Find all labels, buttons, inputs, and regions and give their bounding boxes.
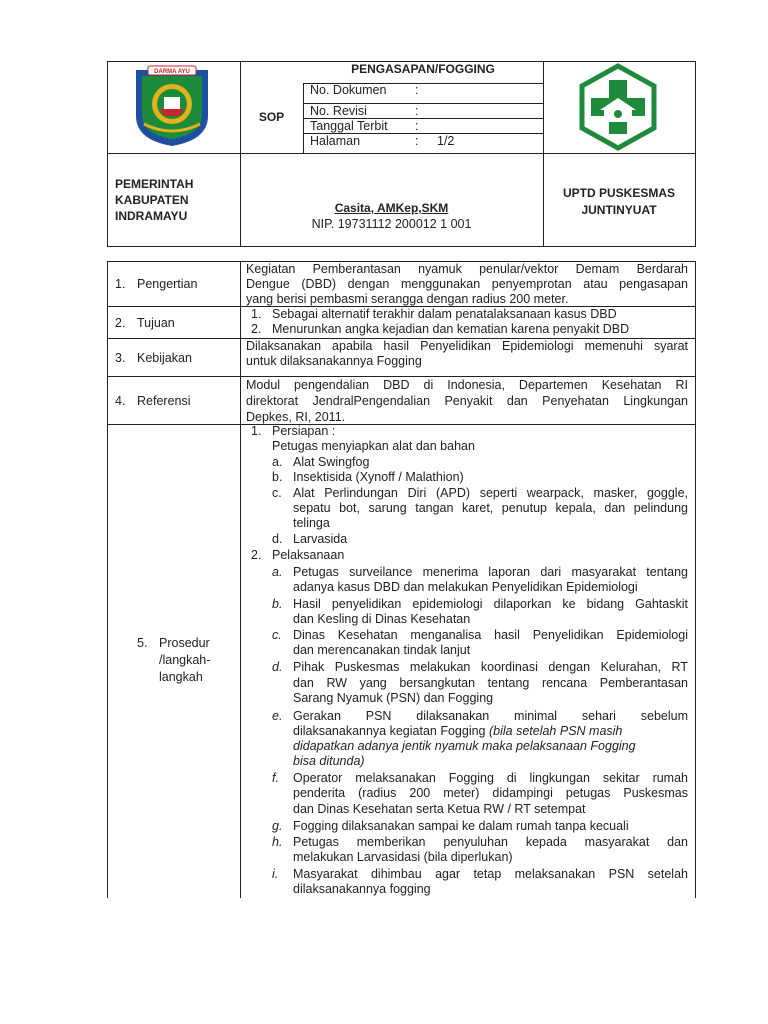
list-marker: a. <box>272 565 283 579</box>
doc-row-colon: : <box>415 119 419 133</box>
text-line: Alat Perlindungan Diri (APD) seperti wearpack, masker, goggle, <box>293 486 688 500</box>
doc-row-label: Tanggal Terbit <box>310 119 388 133</box>
section-number: 4. <box>115 394 126 408</box>
text-line: dan RW yang bersangkutan tentang rencana Pemberantasan <box>293 676 688 690</box>
section-label: Prosedur <box>159 636 210 650</box>
section-number: 1. <box>115 277 126 291</box>
section-number: 3. <box>115 351 126 365</box>
text-plain: dilaksanakannya kegiatan Fogging <box>293 724 486 738</box>
section-number: 2. <box>115 316 126 330</box>
org-line: INDRAMAYU <box>115 209 188 223</box>
text-line: Insektisida (Xynoff / Malathion) <box>293 470 464 484</box>
text-line: Petugas surveilance menerima laporan dari masyarakat tentang <box>293 565 688 579</box>
text-line: yang berisi pembasmi serangga dengan radius 200 meter. <box>246 292 569 306</box>
text-line: Operator melaksanakan Fogging di lingkungan sekitar rumah <box>293 771 688 785</box>
text-line: Menurunkan angka kejadian dan kematian karena penyakit DBD <box>272 322 630 336</box>
list-marker: e. <box>272 709 283 723</box>
section-label: Tujuan <box>137 316 175 330</box>
text-line: Sarang Nyamuk (PSN) dan Fogging <box>293 691 494 705</box>
doc-row-value: 1/2 <box>437 134 455 148</box>
doc-row-colon: : <box>415 134 419 148</box>
list-marker: d. <box>272 660 283 674</box>
text-line: telinga <box>293 516 330 530</box>
text-line: dan Kesling di Dinas Kesehatan <box>293 612 471 626</box>
doc-row-label: Halaman <box>310 134 361 148</box>
text-line: Petugas menyiapkan alat dan bahan <box>272 439 475 453</box>
text-line: dilaksanakannya fogging <box>293 882 431 896</box>
org-line: KABUPATEN <box>115 193 189 207</box>
list-marker: a. <box>272 455 283 469</box>
text-line: untuk dilaksanakannya Fogging <box>246 354 422 368</box>
document-title: PENGASAPAN/FOGGING <box>351 62 495 76</box>
list-marker: g. <box>272 819 283 833</box>
doc-row-label: No. Dokumen <box>310 83 387 97</box>
text-line: adanya kasus DBD dan melakukan Penyelidikan Epidemiologi <box>293 580 638 594</box>
list-marker: b. <box>272 597 283 611</box>
list-marker: f. <box>272 771 279 785</box>
text-line: melakukan Larvasidasi (bila diperlukan) <box>293 850 513 864</box>
subheading: Pelaksanaan <box>272 548 345 562</box>
text-line: penderita (radius 200 meter) didampingi petugas Puskesmas <box>293 786 688 800</box>
text-line: Hasil penyelidikan epidemiologi dilaporkan ke bidang Gahtaskit <box>293 597 688 611</box>
text-line: Gerakan PSN dilaksanakan minimal sehari sebelum <box>293 709 688 723</box>
text-line: dan Dinas Kesehatan serta Ketua RW / RT setempat <box>293 802 586 816</box>
text-line: Fogging dilaksanakan sampai ke dalam rumah tanpa kecuali <box>293 819 629 833</box>
text-line: bisa ditunda) <box>293 754 365 768</box>
text-line: Sebagai alternatif terakhir dalam penatalaksanaan kasus DBD <box>272 307 617 321</box>
section-label: Kebijakan <box>137 351 192 365</box>
section-label: Referensi <box>137 394 191 408</box>
text-line: didapatkan adanya jentik nyamuk maka pelaksanaan Fogging <box>293 739 636 753</box>
doc-row-colon: : <box>415 104 419 118</box>
text-line: sepatu bot, sarung tangan karet, penutup kepala, dan pelindung <box>293 501 688 515</box>
text-line: dan merencanakan tindak lanjut <box>293 643 471 657</box>
section-number: 5. <box>137 636 148 650</box>
list-marker: c. <box>272 628 282 642</box>
list-marker: h. <box>272 835 283 849</box>
section-label: Pengertian <box>137 277 198 291</box>
list-marker: 1. <box>251 424 262 438</box>
text-line: Alat Swingfog <box>293 455 370 469</box>
text-line: Depkes, RI, 2011. <box>246 410 346 424</box>
text-line: Petugas memberikan penyuluhan kepada masyarakat dan <box>293 835 688 849</box>
list-marker: 2. <box>251 548 262 562</box>
kabupaten-logo <box>130 64 214 148</box>
signer-name: Casita, AMKep,SKM <box>334 201 449 215</box>
doc-row-colon: : <box>415 83 419 97</box>
text-line: Dengue (DBD) dengan menggunakan penyemprotan atau pengasapan <box>246 277 688 291</box>
puskesmas-logo <box>574 62 662 152</box>
sop-label: SOP <box>258 110 285 124</box>
text-line <box>293 724 688 739</box>
list-marker: i. <box>272 867 279 881</box>
subheading: Persiapan : <box>272 424 336 438</box>
text-line: Modul pengendalian DBD di Indonesia, Departemen Kesehatan RI <box>246 378 688 392</box>
section-label: langkah <box>159 670 203 684</box>
text-line: Dinas Kesehatan menganalisa hasil Penyelidikan Epidemiologi <box>293 628 688 642</box>
list-marker: 1. <box>251 307 262 321</box>
text-line: direktorat JendralPengendalian Penyakit dan Penyehatan Lingkungan <box>246 394 688 408</box>
signer-nip: NIP. 19731112 200012 1 001 <box>311 217 472 231</box>
svg-text:DARMA AYU: DARMA AYU <box>154 69 190 75</box>
text-line: Kegiatan Pemberantasan nyamuk penular/vektor Demam Berdarah <box>246 262 688 276</box>
list-marker: 2. <box>251 322 262 336</box>
org-line: PEMERINTAH <box>115 177 194 191</box>
text-line: Masyarakat dihimbau agar tetap melaksanakan PSN setelah <box>293 867 688 881</box>
text-line: Dilaksanakan apabila hasil Penyelidikan Epidemiologi memenuhi syarat <box>246 339 688 353</box>
doc-row-label: No. Revisi <box>310 104 367 118</box>
text-italic: (bila setelah PSN masih <box>488 724 623 738</box>
unit-line: UPTD PUSKESMAS <box>562 186 675 200</box>
section-label: /langkah- <box>159 653 211 667</box>
list-marker: b. <box>272 470 283 484</box>
list-marker: d. <box>272 532 283 546</box>
text-line: Larvasida <box>293 532 348 546</box>
text-line: Pihak Puskesmas melakukan koordinasi dengan Kelurahan, RT <box>293 660 688 674</box>
unit-line: JUNTINYUAT <box>581 203 657 217</box>
list-marker: c. <box>272 486 282 500</box>
